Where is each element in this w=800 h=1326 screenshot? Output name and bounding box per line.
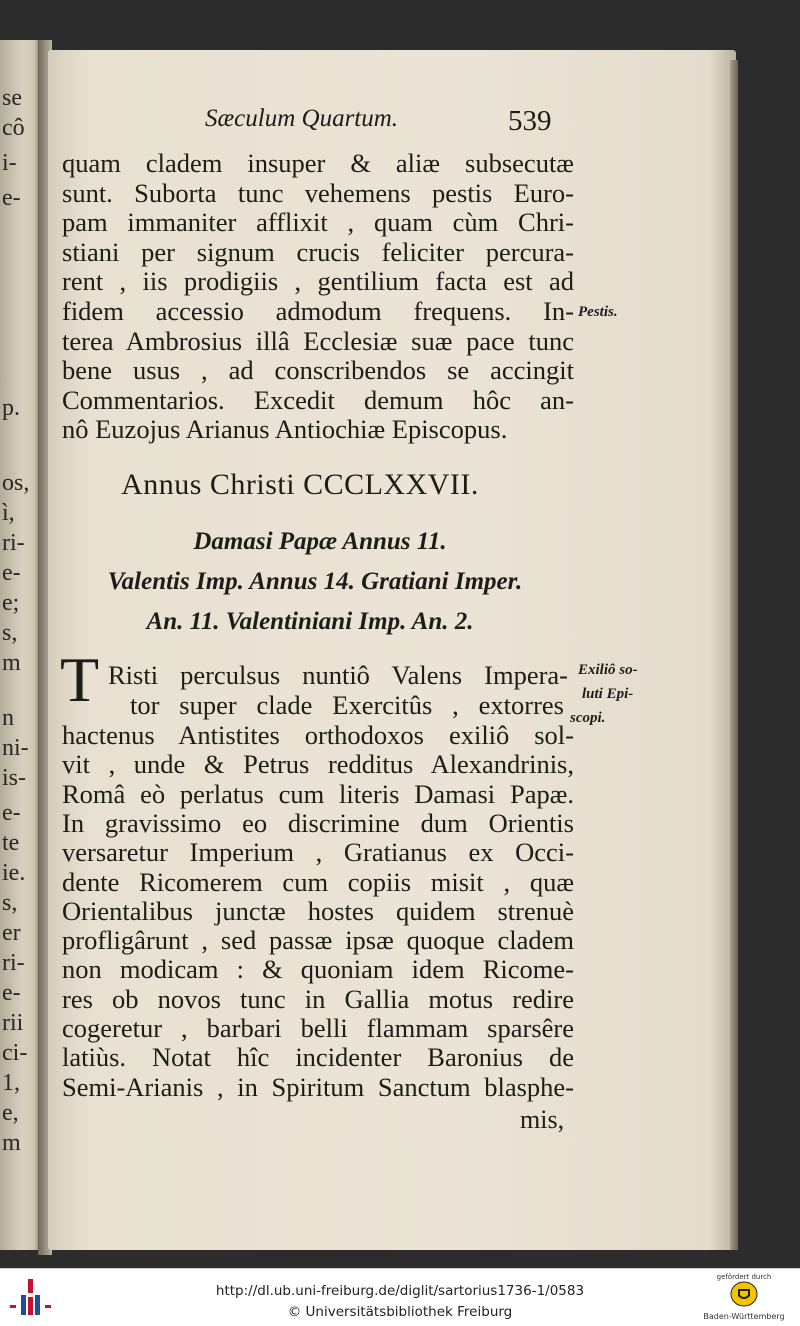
footer-bar	[0, 1268, 800, 1326]
left-page-fragment: e-	[2, 980, 21, 1006]
left-page-fragment: is-	[2, 765, 26, 791]
document-url[interactable]: http://dl.ub.uni-freiburg.de/diglit/sartorius1736-1/0583	[215, 1283, 585, 1299]
left-page-fragment: os,	[2, 470, 30, 496]
paragraph-1-line: quam cladem insuper & aliæ subsecutæ	[62, 148, 574, 178]
left-page-fragment: e-	[2, 800, 21, 826]
paragraph-2-line: versaretur Imperium , Gratianus ex Occi-	[62, 837, 574, 868]
bw-coat-of-arms-icon	[729, 1281, 759, 1307]
left-page-fragment: rii	[2, 1010, 24, 1036]
left-page-fragment: ci-	[2, 1040, 28, 1066]
regnal-line-3: An. 11. Valentiniani Imp. An. 2.	[146, 608, 474, 635]
margin-note-pestis: Pestis.	[578, 304, 618, 320]
paragraph-2-line: Semi-Arianis , in Spiritum Sanctum blasphe-	[62, 1071, 574, 1102]
running-head: Sæculum Quartum.	[205, 105, 399, 132]
left-page-fragment: ni-	[2, 735, 29, 761]
left-page-fragment: i-	[2, 150, 17, 176]
paragraph-1-line: terea Ambrosius illâ Ecclesiæ suæ pace tunc	[62, 325, 574, 356]
paragraph-2-line: In gravissimo eo discrimine dum Orientis	[62, 807, 574, 838]
margin-note-exilio-2: luti Epi-	[582, 686, 634, 702]
left-page-fragment: s,	[2, 890, 18, 916]
paragraph-1-line: rent , iis prodigiis , gentilium facta est ad	[62, 266, 574, 297]
paragraph-1-line: nô Euzojus Arianus Antiochiæ Episcopus.	[62, 414, 508, 445]
left-page-fragment: se	[2, 85, 22, 111]
paragraph-1-line: Commentarios. Excedit demum hôc an-	[62, 384, 574, 415]
left-page-fragment: te	[2, 830, 20, 856]
regnal-line-2: Valentis Imp. Annus 14. Gratiani Imper.	[107, 568, 523, 595]
drop-cap: T	[60, 644, 100, 715]
margin-note-exilio-1: Exiliô so-	[578, 662, 638, 678]
paragraph-2-line: dente Ricomerem cum copiis misit , quæ	[62, 866, 574, 897]
paragraph-2-line: vit , unde & Petrus redditus Alexandrinis,	[62, 749, 574, 780]
left-page-fragment: ri-	[2, 950, 25, 976]
paragraph-1-line: sunt. Suborta tunc vehemens pestis Euro-	[62, 177, 574, 208]
sponsor-name: Baden-Württemberg	[703, 1312, 785, 1321]
paragraph-2-line: Româ eò perlatus cum literis Damasi Papæ.	[62, 778, 574, 809]
left-page-fragment: e;	[2, 590, 20, 616]
left-page-fragment: e-	[2, 185, 21, 211]
left-page-fragment: 1,	[2, 1070, 20, 1096]
left-page-fragment: cô	[2, 115, 25, 141]
left-page-fragment: ri-	[2, 530, 25, 556]
paragraph-1-line: pam immaniter afflixit , quam cùm Chri-	[62, 207, 574, 238]
left-page-fragment: n	[2, 705, 14, 731]
left-page-fragment: ì,	[2, 500, 15, 526]
paragraph-2-line: res ob novos tunc in Gallia motus redire	[62, 983, 574, 1014]
paragraph-2-line-2: tor super clade Exercitûs , extorres	[130, 690, 564, 720]
section-title: Annus Christi CCCLXXVII.	[121, 468, 479, 501]
sponsor-label: gefördert durch	[716, 1273, 772, 1281]
paragraph-2-line: non modicam : & quoniam idem Ricome-	[62, 954, 574, 985]
left-page-fragment: m	[2, 1130, 21, 1156]
left-page-fragment: e-	[2, 560, 21, 586]
copyright-notice: © Universitätsbibliothek Freiburg	[287, 1304, 513, 1320]
paragraph-2-line: profligârunt , sed passæ ipsæ quoque cladem	[62, 925, 574, 956]
margin-note-exilio-3: scopi.	[570, 710, 606, 726]
paragraph-2-line: cogeretur , barbari belli flammam sparsêre	[62, 1013, 574, 1043]
paragraph-1-line: bene usus , ad conscribendos se accingit	[62, 355, 574, 386]
left-page-fragment: m	[2, 650, 21, 676]
paragraph-2-line: latiùs. Notat hîc incidenter Baronius de	[62, 1042, 574, 1073]
catchword: mis,	[520, 1105, 565, 1134]
regnal-line-1: Damasi Papæ Annus 11.	[193, 528, 447, 555]
left-page-fragment: er	[2, 920, 21, 946]
left-page-fragment: e,	[2, 1100, 19, 1126]
left-page-fragment: s,	[2, 620, 18, 646]
left-page-fragment: p.	[2, 395, 20, 421]
page-number: 539	[508, 105, 552, 137]
sponsor-block	[694, 1273, 794, 1323]
paragraph-1-line: fidem accessio admodum frequens. In-	[62, 296, 574, 326]
page-edge	[730, 60, 738, 1250]
left-page-fragment: ie.	[2, 860, 26, 886]
paragraph-1-line: stiani per signum crucis feliciter percura-	[62, 236, 574, 267]
paragraph-2-line: hactenus Antistites orthodoxos exiliô sol-	[62, 720, 574, 750]
left-facing-page	[0, 40, 40, 1250]
paragraph-2-line: Orientalibus junctæ hostes quidem strenuè	[62, 895, 574, 926]
paragraph-2-line-1: Risti perculsus nuntiô Valens Impera-	[108, 660, 568, 690]
